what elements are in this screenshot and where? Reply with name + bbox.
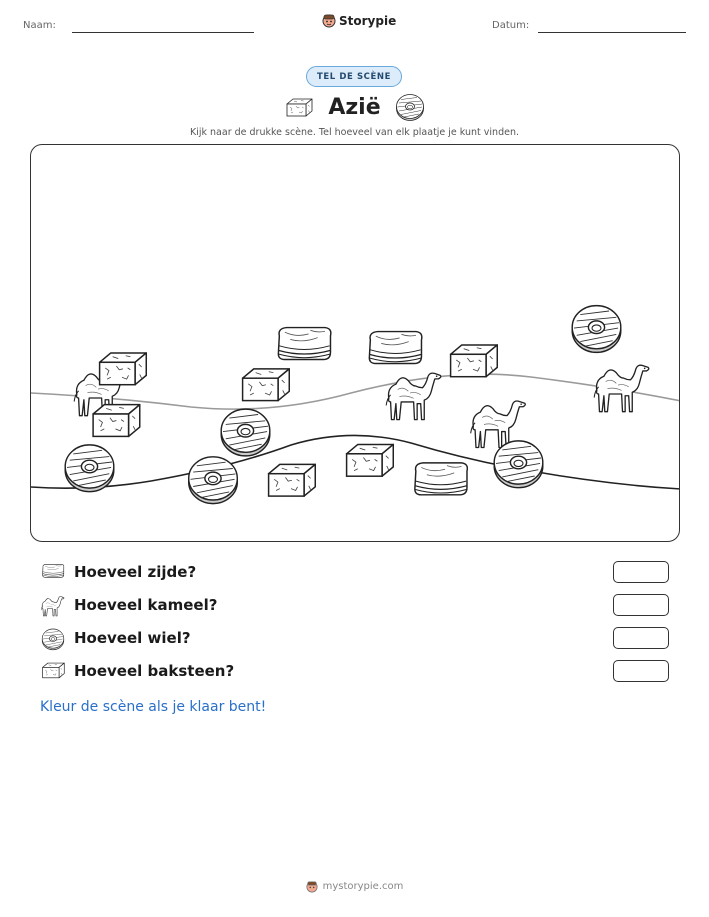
storypie-mascot-icon	[322, 13, 336, 28]
worksheet-type-badge: TEL DE SCÈNE	[306, 66, 402, 87]
wheel-icon	[40, 627, 66, 651]
scene-canvas	[31, 145, 680, 542]
scene-brick	[347, 444, 394, 476]
date-line[interactable]	[538, 32, 686, 33]
question-row-camel	[40, 594, 670, 618]
answer-box-brick[interactable]	[613, 660, 669, 682]
answer-box-camel[interactable]	[613, 594, 669, 616]
storypie-mascot-icon	[306, 880, 318, 893]
wheel-icon	[395, 92, 425, 122]
counting-scene	[30, 144, 680, 542]
scene-brick	[451, 345, 498, 377]
scene-camel	[594, 365, 649, 412]
brand-name: Storypie	[339, 13, 397, 28]
coloring-note: Kleur de scène als je klaar bent!	[40, 699, 267, 715]
camel-icon	[40, 594, 66, 618]
name-label: Naam:	[23, 20, 56, 31]
question-row-silk	[40, 561, 670, 585]
answer-box-silk[interactable]	[613, 561, 669, 583]
scene-wheel	[221, 409, 270, 456]
date-label: Datum:	[492, 20, 530, 31]
question-label: Hoeveel kameel?	[74, 596, 218, 614]
scene-brick	[100, 353, 147, 385]
question-row-brick	[40, 660, 670, 684]
footer	[0, 880, 709, 893]
scene-silk	[415, 463, 468, 495]
question-label: Hoeveel baksteen?	[74, 662, 235, 680]
title-row	[0, 92, 709, 122]
question-label: Hoeveel zijde?	[74, 563, 197, 581]
brick-icon	[284, 96, 314, 118]
question-label: Hoeveel wiel?	[74, 629, 191, 647]
silk-icon	[40, 561, 66, 581]
brand-logo	[322, 13, 396, 28]
page-title: Azië	[328, 94, 381, 120]
scene-wheel	[189, 457, 238, 504]
scene-silk	[278, 328, 331, 360]
answer-box-wheel[interactable]	[613, 627, 669, 649]
brick-icon	[40, 660, 66, 680]
scene-wheel	[65, 445, 114, 492]
name-line[interactable]	[72, 32, 254, 33]
scene-brick	[93, 405, 140, 437]
question-row-wheel	[40, 627, 670, 651]
scene-silk	[369, 332, 422, 364]
scene-brick	[269, 464, 316, 496]
scene-brick	[243, 369, 290, 401]
instruction-text: Kijk naar de drukke scène. Tel hoeveel van elk plaatje je kunt vinden.	[190, 127, 519, 138]
scene-wheel	[572, 306, 621, 353]
scene-wheel	[494, 441, 543, 488]
footer-url: mystorypie.com	[322, 881, 404, 892]
